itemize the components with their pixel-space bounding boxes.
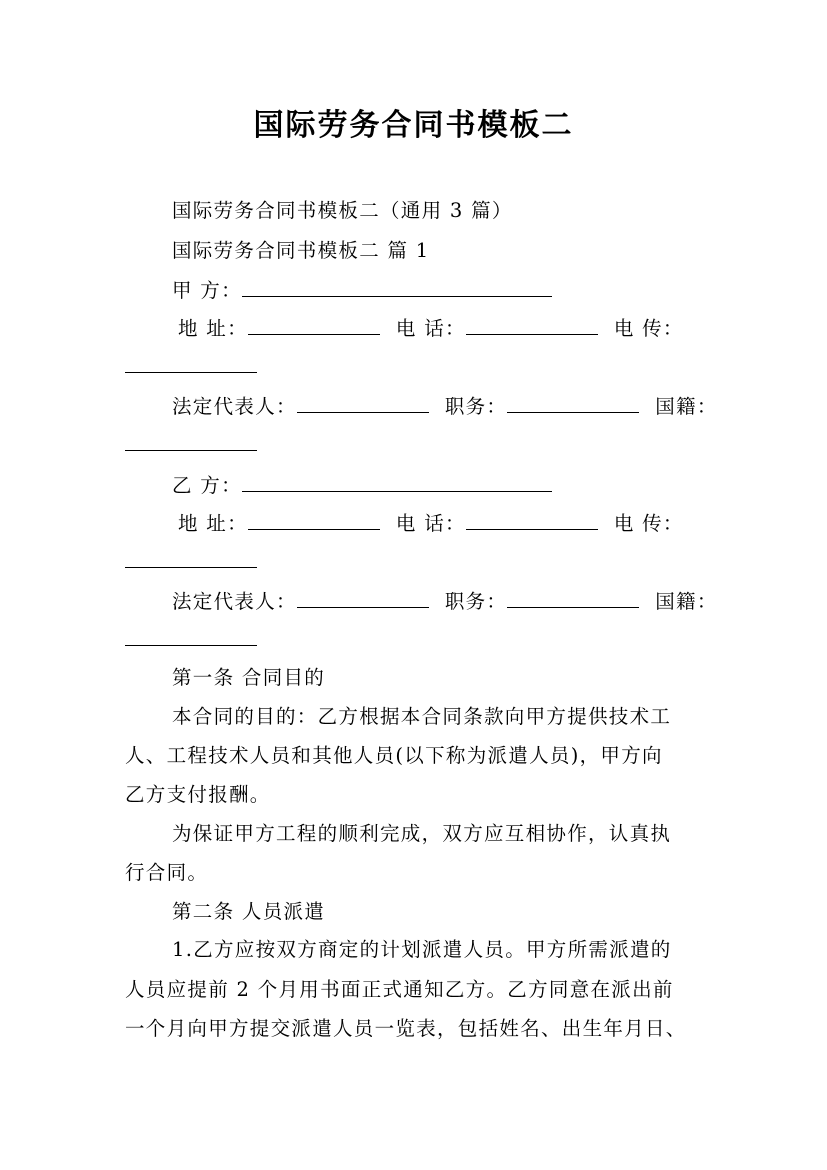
party-b-nationality-blank[interactable]: [125, 627, 257, 646]
party-a-position-blank[interactable]: [507, 394, 639, 413]
party-b-position-label: 职务：: [444, 590, 508, 613]
party-b-fax-blank[interactable]: [125, 549, 257, 568]
document-subtitle: 国际劳务合同书模板二（通用 3 篇）: [172, 199, 513, 222]
party-b-contact-line: [178, 511, 684, 536]
article2-heading: 第二条 人员派遣: [172, 900, 326, 923]
party-b-rep-blank[interactable]: [297, 589, 429, 608]
party-b-nationality-label: 国籍：: [655, 590, 718, 613]
party-b-nationality-line: [125, 627, 257, 652]
party-b-label: 乙 方：: [172, 474, 242, 497]
party-a-rep-line: [172, 394, 718, 419]
party-b-address-blank[interactable]: [248, 511, 380, 530]
article1-paragraph1-line3: 乙方支付报酬。: [125, 783, 271, 806]
party-a-phone-label: 电 话：: [395, 317, 466, 340]
article1-paragraph1-line2: 人、工程技术人员和其他人员(以下称为派遣人员)，甲方向: [125, 744, 663, 767]
part-heading: 国际劳务合同书模板二 篇 1: [172, 239, 430, 262]
party-a-address-label: 地 址：: [178, 317, 248, 340]
party-b-line: [172, 473, 552, 498]
party-b-rep-label: 法定代表人：: [172, 590, 297, 613]
party-a-nationality-label: 国籍：: [655, 395, 718, 418]
article2-paragraph1-line1: 1.乙方应按双方商定的计划派遣人员。甲方所需派遣的: [172, 938, 672, 961]
article1-paragraph1-line1: 本合同的目的：乙方根据本合同条款向甲方提供技术工: [172, 705, 672, 728]
article1-paragraph2-line1: 为保证甲方工程的顺利完成，双方应互相协作，认真执: [172, 822, 672, 845]
article2-paragraph1-line2: 人员应提前 2 个月用书面正式通知乙方。乙方同意在派出前: [125, 978, 674, 1001]
article1-paragraph2-line2: 行合同。: [125, 861, 209, 884]
party-a-fax-line: [125, 354, 257, 379]
party-a-nationality-line: [125, 432, 257, 457]
party-a-label: 甲 方：: [172, 279, 242, 302]
party-a-contact-line: [178, 316, 684, 341]
article1-heading: 第一条 合同目的: [172, 666, 326, 689]
party-a-position-label: 职务：: [444, 395, 508, 418]
party-a-phone-blank[interactable]: [466, 316, 598, 335]
party-b-position-blank[interactable]: [507, 589, 639, 608]
party-a-fax-blank[interactable]: [125, 354, 257, 373]
article2-paragraph1-line3: 一个月向甲方提交派遣人员一览表，包括姓名、出生年月日、: [125, 1017, 687, 1040]
party-a-blank[interactable]: [242, 278, 552, 297]
party-b-blank[interactable]: [242, 473, 552, 492]
party-b-phone-blank[interactable]: [466, 511, 598, 530]
party-b-rep-line: [172, 589, 718, 614]
party-a-rep-label: 法定代表人：: [172, 395, 297, 418]
party-a-fax-label: 电 传：: [613, 317, 684, 340]
document-title: 国际劳务合同书模板二: [253, 108, 574, 143]
party-a-nationality-blank[interactable]: [125, 432, 257, 451]
party-b-fax-label: 电 传：: [613, 512, 684, 535]
party-b-address-label: 地 址：: [178, 512, 248, 535]
party-a-rep-blank[interactable]: [297, 394, 429, 413]
party-a-line: [172, 278, 552, 303]
party-b-phone-label: 电 话：: [395, 512, 466, 535]
party-a-address-blank[interactable]: [248, 316, 380, 335]
party-b-fax-line: [125, 549, 257, 574]
